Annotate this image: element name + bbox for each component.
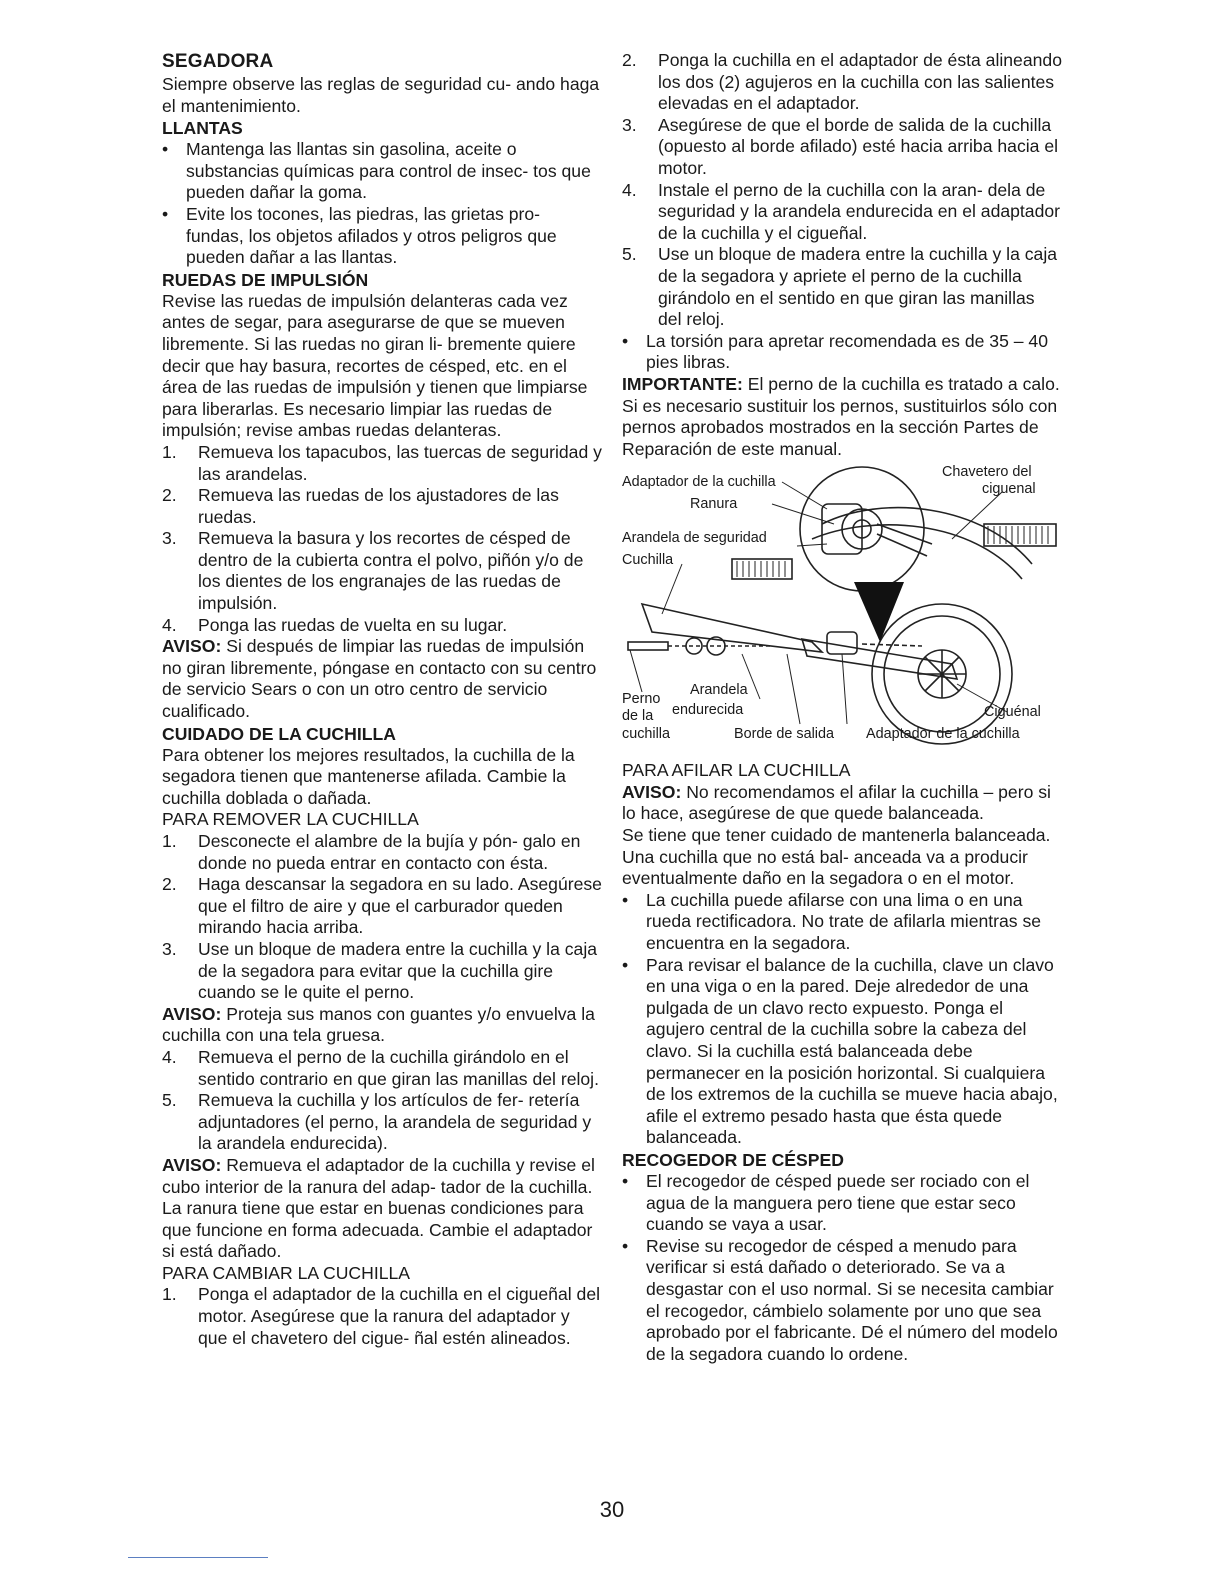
list-item: 3. Remueva la basura y los recortes de césped de dentro de la cubierta contra el polvo, piñón y/o de los dientes de los engranajes de las ruedas de impulsión.	[162, 528, 584, 614]
cuchilla-text: Para obtener los mejores resultados, la cuchilla de la segadora tienen que mantenerse afilada. Cambie la cuchilla doblada o dañada.	[162, 744, 575, 808]
blade-assembly-figure	[622, 464, 1062, 754]
label-perno-1: Perno	[622, 691, 661, 708]
afilar-aviso: AVISO: No recomendamos el afilar la cuchilla – pero si lo hace, asegúrese de que quede balanceada.	[622, 781, 1051, 824]
list-item: 2. Haga descansar la segadora en su lado. Asegúrese que el filtro de aire y que el carburador queden mirando hacia arriba.	[162, 874, 602, 938]
heading-recogedor: RECOGEDOR DE CÉSPED	[622, 1149, 844, 1170]
list-item: 5. Remueva la cuchilla y los artículos de fer- retería adjuntadores (el perno, la arandela de seguridad y la arandela endurecida).	[162, 1090, 592, 1154]
right-column	[622, 50, 1062, 1365]
remover-title: PARA REMOVER LA CUCHILLA	[162, 809, 419, 830]
list-item: 1. Desconecte el alambre de la bujía y pón- galo en donde no pueda entrar en contacto con ésta.	[162, 831, 581, 873]
afilar-title: PARA AFILAR LA CUCHILLA	[622, 760, 851, 781]
ruedas-aviso: AVISO: Si después de limpiar las ruedas de impulsión no giran libremente, póngase en contacto con su centro de servicio Sears o con un otro centro de servicio cualificado.	[162, 636, 597, 722]
cuchilla-aviso-2: AVISO: Remueva el adaptador de la cuchilla y revise el cubo interior de la ranura del adap- tador de la cuchilla. La ranura tiene que estar en buenas condiciones para que funcione en forma adecuada. Cambie el adaptador si está dañado.	[162, 1154, 595, 1262]
label-cuchilla: Cuchilla	[622, 552, 674, 569]
list-item: 5. Use un bloque de madera entre la cuchilla y la caja de la segadora y apriete el perno de la cuchilla girándolo en el sentido en que giran las manillas del reloj.	[622, 244, 1058, 330]
heading-segadora: SEGADORA	[162, 51, 274, 72]
list-item: 2. Remueva las ruedas de los ajustadores de las ruedas.	[162, 485, 559, 527]
afilar-text: Se tiene que tener cuidado de mantenerla balanceada. Una cuchilla que no está bal- anceada va a producir eventualmente daño en la segadora o en el motor.	[622, 825, 1051, 889]
heading-llantas: LLANTAS	[162, 118, 243, 139]
list-item: • Para revisar el balance de la cuchilla, clave un clavo en una viga o en la pared. Deje alrededor de una pulgada de un clavo recto expuesto. Ponga el agujero central de la cuchilla sobre la cabeza del clavo. Si la cuchilla está balanceada debe permanecer en la posición horizontal. Si cualquiera de los extremos de la cuchilla se mueve hacia abajo, afile el extremo pesado hasta que ésta quede balanceada.	[622, 954, 1058, 1148]
label-arandela-end-2: endurecida	[672, 702, 744, 719]
label-perno-3: cuchilla	[622, 726, 670, 743]
list-item: 2. Ponga la cuchilla en el adaptador de ésta alineando los dos (2) agujeros en la cuchilla con las salientes elevadas en el adaptador.	[622, 50, 1062, 114]
bullet-icon: •	[622, 889, 629, 910]
cambiar-title: PARA CAMBIAR LA CUCHILLA	[162, 1262, 411, 1283]
ruedas-text: Revise las ruedas de impulsión delanteras cada vez antes de segar, para asegurarse de que se mueven libremente. Si las ruedas no giran li- bremente quiere decir que hay basura, recortes de césped, etc. en el área de las ruedas de impulsión y tienen que limpiarse para liberarlas. Es necesario limpiar las ruedas de impulsión; revise ambas ruedas delanteras.	[162, 290, 588, 441]
page-number: 30	[599, 1497, 625, 1522]
bullet-icon: •	[162, 203, 169, 224]
list-item: • Evite los tocones, las piedras, las grietas pro- fundas, los objetos afilados y otros peligros que pueden dañar a las llantas.	[162, 203, 557, 268]
footer-divider	[128, 1557, 268, 1558]
list-item: • La torsión para apretar recomendada es de 35 – 40 pies libras.	[622, 330, 1048, 373]
label-arandela-end-1: Arandela	[690, 682, 748, 699]
list-item: 4. Instale el perno de la cuchilla con la aran- dela de seguridad y la arandela endurecida en el adaptador de la cuchilla y el cigueñal.	[622, 179, 1061, 243]
list-item: 1. Ponga el adaptador de la cuchilla en el cigueñal del motor. Asegúrese que la ranura del adaptador y que el chavetero del cigue- ñal estén alineados.	[162, 1284, 601, 1348]
bullet-icon: •	[622, 1235, 629, 1256]
bullet-icon: •	[622, 954, 629, 975]
cuchilla-aviso-1: AVISO: Proteja sus manos con guantes y/o envuelva la cuchilla con una tela gruesa.	[162, 1003, 595, 1046]
bullet-icon: •	[622, 1170, 629, 1191]
list-item: 1. Remueva los tapacubos, las tuercas de seguridad y las arandelas.	[162, 441, 602, 484]
label-arandela-seguridad: Arandela de seguridad	[622, 530, 767, 547]
label-ciguenal: Ciguénal	[984, 704, 1041, 721]
heading-cuchilla: CUIDADO DE LA CUCHILLA	[162, 723, 396, 744]
list-item: 3. Asegúrese de que el borde de salida de la cuchilla (opuesto al borde afilado) esté hacia arriba hacia el motor.	[622, 114, 1059, 178]
label-adaptador-bottom: Adaptador de la cuchilla	[866, 726, 1020, 743]
list-item: 4. Ponga las ruedas de vuelta en su lugar.	[162, 614, 508, 635]
list-item: 4. Remueva el perno de la cuchilla girándolo en el sentido contrario en que giran las manillas del reloj.	[162, 1046, 599, 1089]
label-chavetero-2: ciguenal	[982, 481, 1036, 498]
importante-note: IMPORTANTE: El perno de la cuchilla es tratado a calo. Si es necesario sustituir los pernos, sustituirlos sólo con pernos aprobados mostrados en la sección Partes de Reparación de este manual.	[622, 373, 1060, 459]
list-item: 3. Use un bloque de madera entre la cuchilla y la caja de la segadora para evitar que la cuchilla gire cuando se le quite el perno.	[162, 938, 598, 1003]
label-adaptador-top: Adaptador de la cuchilla	[622, 474, 776, 491]
heading-ruedas: RUEDAS DE IMPULSIÓN	[162, 269, 369, 290]
list-item: • La cuchilla puede afilarse con una lima o en una rueda rectificadora. No trate de afilarla mientras se encuentra en la segadora.	[622, 889, 1042, 954]
segadora-text: Siempre observe las reglas de seguridad cu- ando haga el mantenimiento.	[162, 74, 600, 116]
label-ranura: Ranura	[690, 496, 738, 513]
label-borde-salida: Borde de salida	[734, 726, 835, 743]
bullet-icon: •	[162, 139, 169, 160]
bullet-icon: •	[622, 330, 629, 351]
label-perno-2: de la	[622, 708, 654, 725]
list-item: • El recogedor de césped puede ser rociado con el agua de la manguera pero tiene que estar seco cuando se vaya a usar.	[622, 1170, 1030, 1235]
label-chavetero-1: Chavetero del	[942, 464, 1032, 481]
list-item: • Revise su recogedor de césped a menudo para verificar si está dañado o deteriorado. Se va a desgastar con el uso normal. Si se necesita cambiar el recogedor, cámbielo solamente por uno que sea aprobado por el fabricante. Dé el número del modelo de la segadora cuando lo ordene.	[622, 1235, 1058, 1364]
list-item: • Mantenga las llantas sin gasolina, aceite o substancias químicas para control de insec- tos que pueden dañar la goma.	[162, 139, 591, 203]
left-column	[162, 50, 602, 1349]
